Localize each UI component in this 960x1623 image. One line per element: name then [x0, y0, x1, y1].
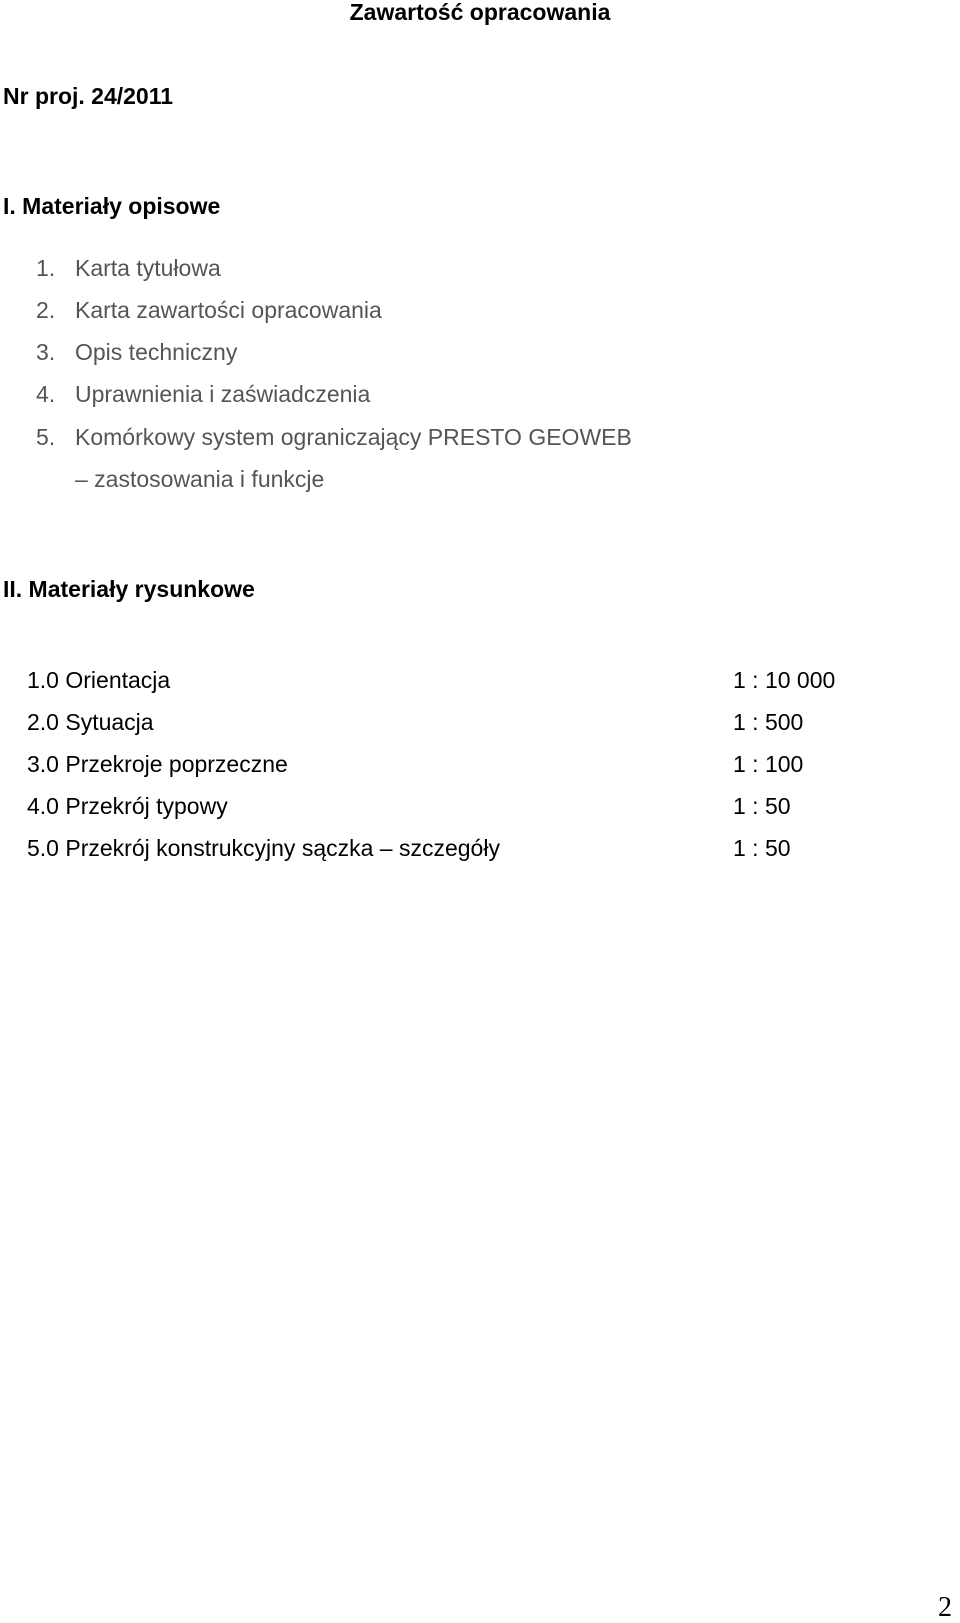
- drawing-scale: 1 : 50: [733, 793, 791, 819]
- list-item-text: Karta zawartości opracowania: [75, 297, 382, 323]
- drawing-name: 1.0 Orientacja: [27, 667, 171, 693]
- document-title: Zawartość opracowania: [349, 0, 611, 25]
- drawing-scale: 1 : 10 000: [733, 667, 836, 693]
- section-heading-descriptive: I. Materiały opisowe: [3, 193, 221, 219]
- section-heading-drawings: II. Materiały rysunkowe: [3, 576, 255, 602]
- page-number: 2: [938, 1592, 952, 1623]
- drawing-scale: 1 : 500: [733, 709, 804, 735]
- list-item-number: 5.: [36, 424, 56, 450]
- list-item-number: 1.: [36, 255, 56, 281]
- drawing-name: 3.0 Przekroje poprzeczne: [27, 751, 288, 777]
- drawing-name: 4.0 Przekrój typowy: [27, 793, 228, 819]
- list-item-text: Komórkowy system ograniczający PRESTO GEOWEB: [75, 424, 632, 450]
- drawing-scale: 1 : 50: [733, 835, 791, 861]
- list-item-text: Opis techniczny: [75, 339, 238, 365]
- list-item-text: Karta tytułowa: [75, 255, 221, 281]
- drawing-scale: 1 : 100: [733, 751, 804, 777]
- list-item-number: 3.: [36, 339, 56, 365]
- list-item-number: 4.: [36, 381, 56, 407]
- project-number: Nr proj. 24/2011: [3, 83, 174, 109]
- list-item-text: Uprawnienia i zaświadczenia: [75, 381, 371, 407]
- list-item-number: 2.: [36, 297, 56, 323]
- list-item-continuation: – zastosowania i funkcje: [75, 466, 325, 492]
- drawing-name: 2.0 Sytuacja: [27, 709, 154, 735]
- drawing-name: 5.0 Przekrój konstrukcyjny sączka – szczegóły: [27, 835, 500, 861]
